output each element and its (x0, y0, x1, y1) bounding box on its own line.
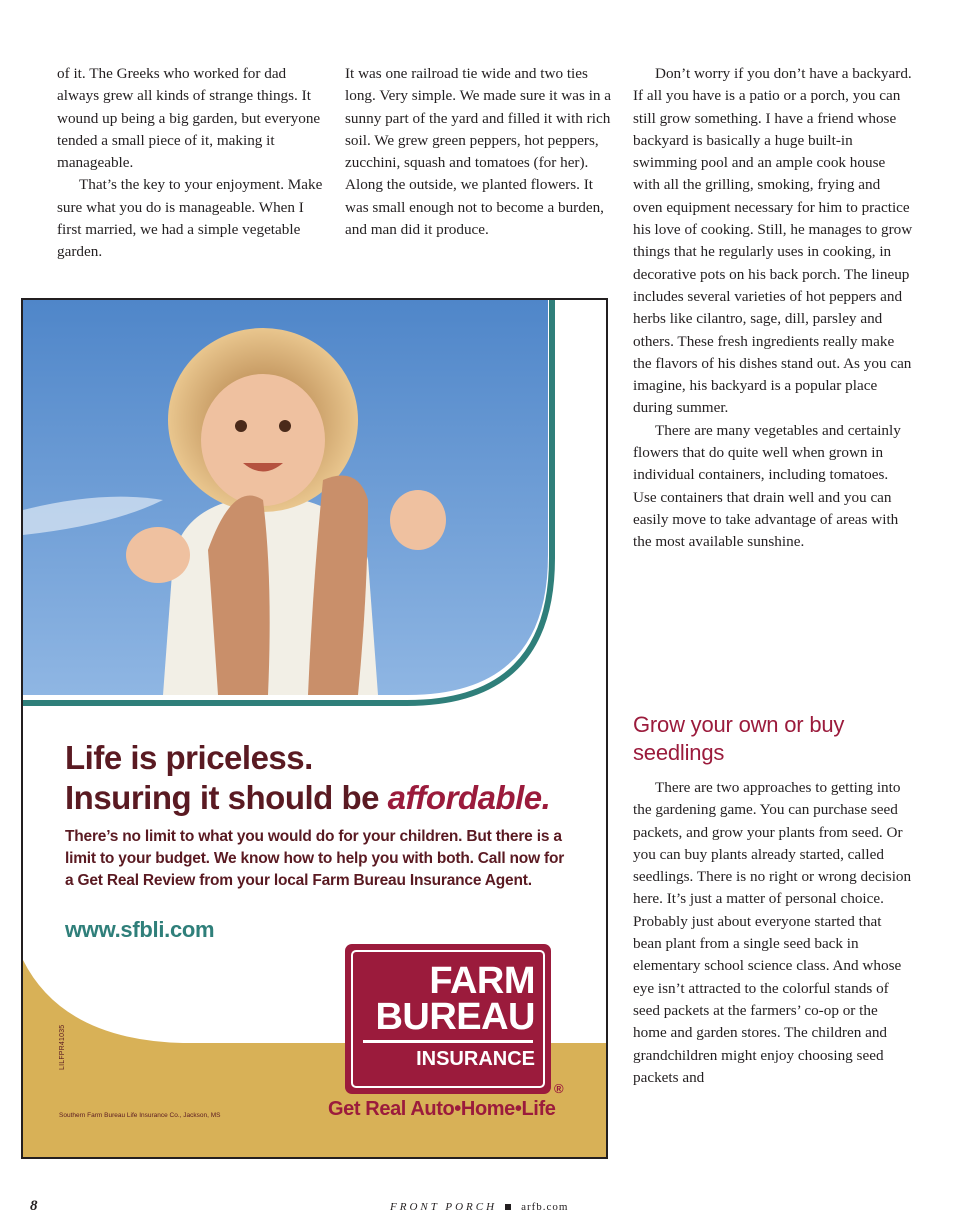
page-footer (390, 1201, 568, 1213)
baby-photo (23, 300, 606, 710)
ad-code: LILFPR41035 (59, 1024, 66, 1070)
paragraph: Don’t worry if you don’t have a backyard. If all you have is a patio or a porch, you can still grow something. I have a friend whose backyard is basically a huge built-in swimming pool and an ample cook house with all the grilling, smoking, frying and oven equipment necessary for him to practice his love of cooking. Still, he manages to grow things that he regularly uses in cooking, in decorative pots on his back porch. The lineup includes several varieties of hot peppers and herbs like cilantro, sage, dill, parsley and others. These fresh ingredients really make the flavors of his dishes stand out. As you can imagine, his backyard is a popular place during summer. (633, 65, 913, 417)
farm-bureau-logo (345, 944, 551, 1094)
section-heading: Grow your own or buy seedlings (633, 712, 845, 765)
page-number: 8 (30, 1198, 38, 1214)
article-column-1 (57, 63, 332, 264)
ad-headline (65, 738, 585, 818)
ad-website-link[interactable]: www.sfbli.com (65, 917, 215, 942)
paragraph: There are two approaches to getting into the gardening game. You can purchase seed packets, and grow your plants from seed. Or you can buy plants already started, called seedlings. There is no right or wrong decision here. It’s just a matter of personal choice. Probably just about everyone started that bean plant from a single seed back in elementary school science class. And whose eye isn’t attracted to the colorful stands of seed packets at the farmers’ co-op or the home and garden stores. The children and grandchildren might enjoy choosing seed packets and (633, 779, 912, 1086)
paragraph: of it. The Greeks who worked for dad always grew all kinds of strange things. It wound up being a big garden, but everyone tended a small piece of it, making it manageable. (57, 65, 321, 172)
registered-mark: ® (554, 1081, 564, 1096)
ad-fine-print: Southern Farm Bureau Life Insurance Co., Jackson, MS (59, 1112, 221, 1119)
article-column-3 (633, 63, 913, 554)
article-column-3-continued (633, 777, 913, 1089)
headline-line-2-start: Insuring it should be (65, 779, 388, 816)
ad-tagline: Get Real Auto•Home•Life (328, 1098, 556, 1120)
logo-rule (363, 1040, 533, 1043)
headline-emphasis: affordable. (387, 779, 551, 816)
publication-name: FRONT PORCH (390, 1201, 498, 1213)
headline-line-2 (65, 778, 585, 818)
farm-bureau-advertisement (21, 298, 608, 1159)
paragraph: It was one railroad tie wide and two ties long. Very simple. We made sure it was in a sunny part of the yard and filled it with rich soil. We grew green peppers, hot peppers, zucchini, squash and tomatoes (for her). Along the outside, we planted flowers. It was small enough not to become a burden, and man did it produce. (345, 65, 612, 239)
paragraph: There are many vegetables and certainly flowers that do quite well when grown in individual containers, including tomatoes. Use containers that drain well and you can easily move to take advantage of areas with the most available sunshine. (633, 421, 901, 551)
square-bullet-icon (505, 1204, 511, 1210)
headline-line-1: Life is priceless. (65, 739, 313, 776)
paragraph: That’s the key to your enjoyment. Make sure what you do is manageable. When I first married, we had a simple vegetable garden. (57, 176, 323, 261)
footer-website: arfb.com (521, 1201, 569, 1213)
logo-insurance-text: INSURANCE (416, 1048, 535, 1070)
article-column-2 (345, 63, 620, 241)
logo-bureau-text: BUREAU (375, 996, 535, 1038)
logo-farm-text: FARM (429, 960, 535, 1002)
ad-body-text: There’s no limit to what you would do for your children. But there is a limit to your budget. We know how to help you with both. Call now for a Get Real Review from your local Farm Bureau Insurance Agent. (65, 828, 565, 889)
